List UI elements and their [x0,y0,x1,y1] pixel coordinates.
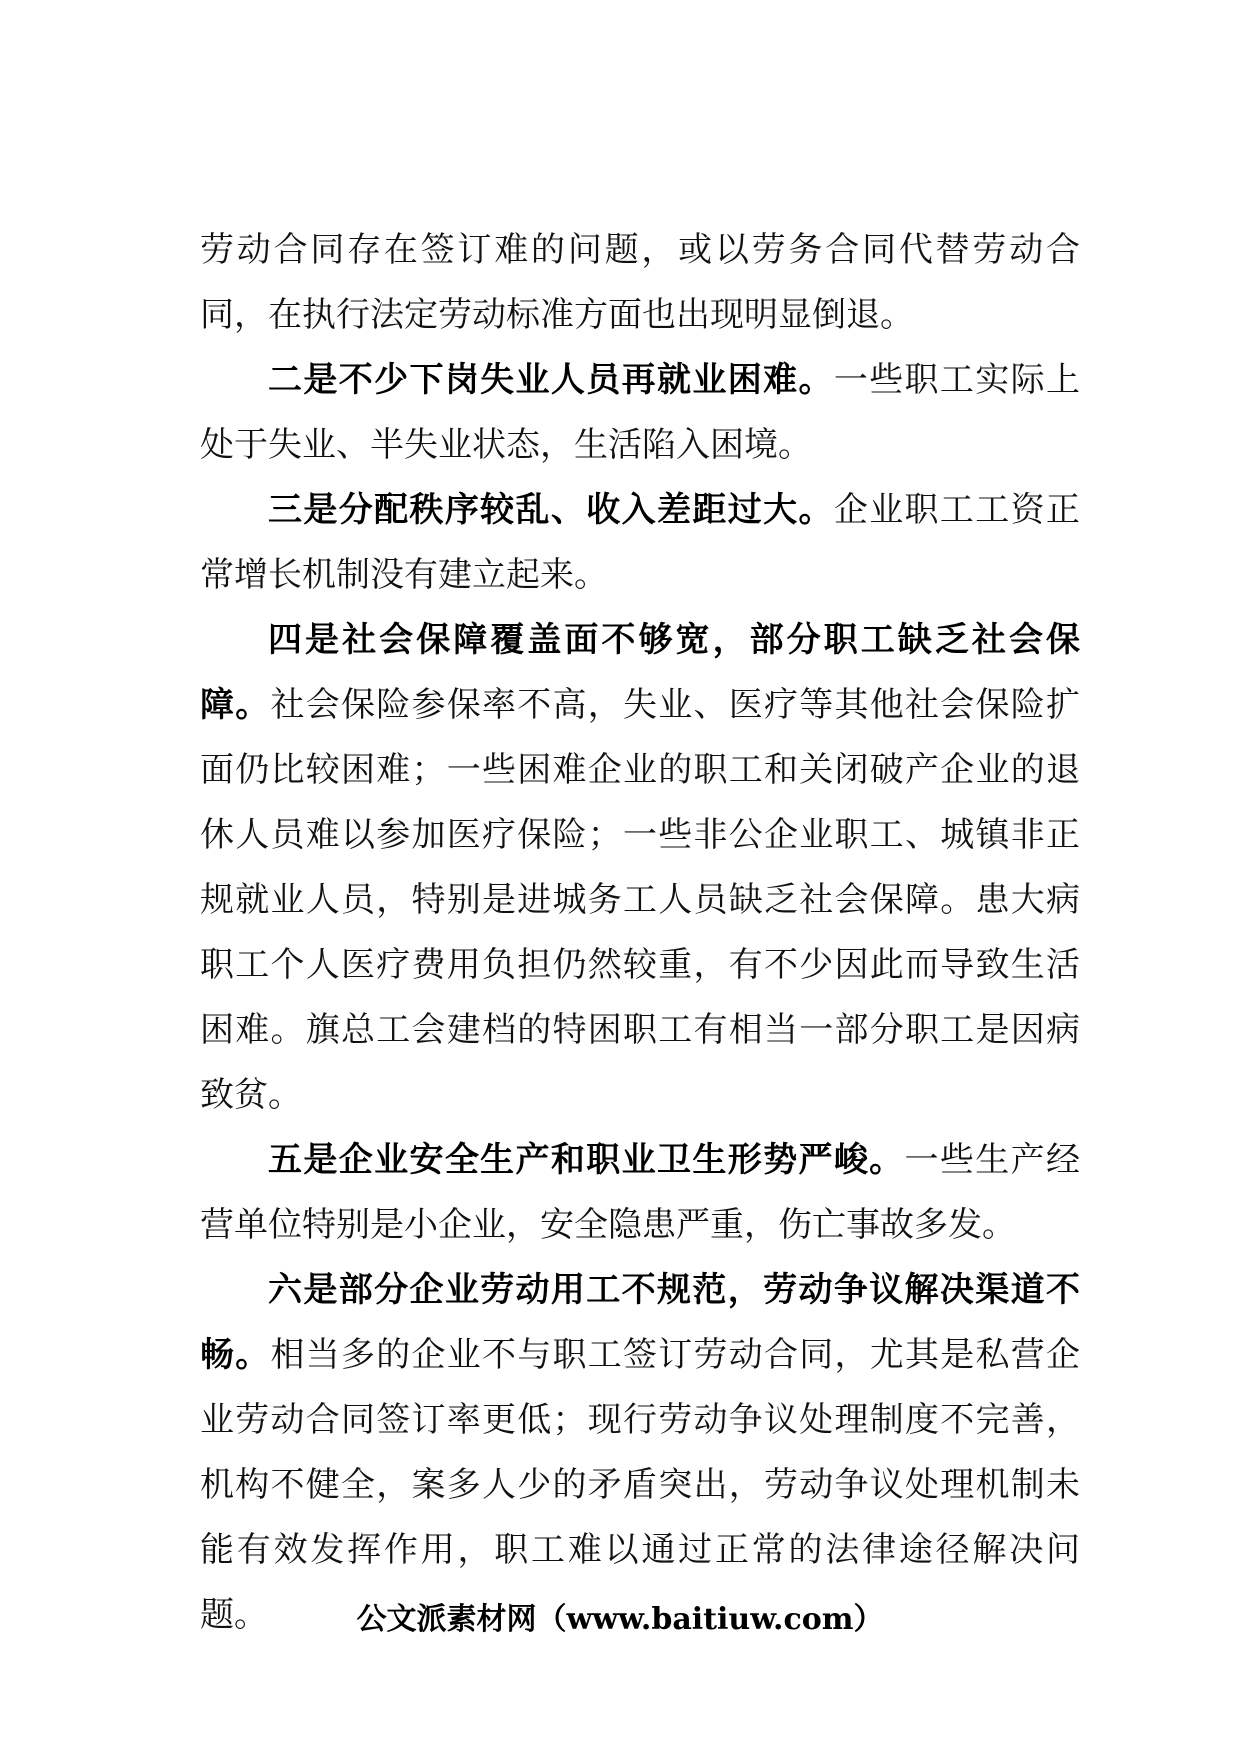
paragraph-text: 社会保险参保率不高，失业、医疗等其他社会保险扩面仍比较困难；一些困难企业的职工和关闭破产企业的退休人员难以参加医疗保险；一些非公企业职工、城镇非正规就业人员，特别是进城务工人员缺乏社会保障。患大病职工个人医疗费用负担仍然较重，有不少因此而导致生活困难。旗总工会建档的特困职工有相当一部分职工是因病致贫。 [200,685,1080,1115]
paragraph-text: 一些生产经营单位特别是小企业，安全隐患严重，伤亡事故多发。 [200,1140,1081,1245]
paragraph-lead: 三是分配秩序较乱、收入差距过大。 [268,490,834,530]
paragraph-point-two [200,348,1080,478]
paragraph-point-four [200,608,1080,1128]
paragraph-text: 一些职工实际上处于失业、半失业状态，生活陷入困境。 [200,360,1081,465]
paragraph-continuation [200,218,1080,348]
paragraph-text: 相当多的企业不与职工签订劳动合同，尤其是私营企业劳动合同签订率更低；现行劳动争议处理制度不完善，机构不健全，案多人少的矛盾突出，劳动争议处理机制未能有效发挥作用，职工难以通过正常的法律途径解决问题。 [200,1335,1080,1635]
paragraph-text: 劳动合同存在签订难的问题，或以劳务合同代替劳动合同，在执行法定劳动标准方面也出现明显倒退。 [200,230,1080,335]
paragraph-lead: 六是部分企业劳动用工不规范，劳动争议解决渠道不畅。 [200,1270,1080,1375]
footer-source-label: 公文派素材网（www.baitiuw.com） [356,1602,884,1637]
paragraph-point-five [200,1128,1080,1258]
paragraph-lead: 四是社会保障覆盖面不够宽，部分职工缺乏社会保障。 [200,620,1080,725]
paragraph-lead: 五是企业安全生产和职业卫生形势严峻。 [268,1140,905,1180]
paragraph-lead: 二是不少下岗失业人员再就业困难。 [268,360,834,400]
document-body [200,218,1080,1648]
paragraph-text: 企业职工工资正常增长机制没有建立起来。 [200,490,1081,595]
paragraph-point-three [200,478,1080,608]
paragraph-point-six [200,1258,1080,1648]
